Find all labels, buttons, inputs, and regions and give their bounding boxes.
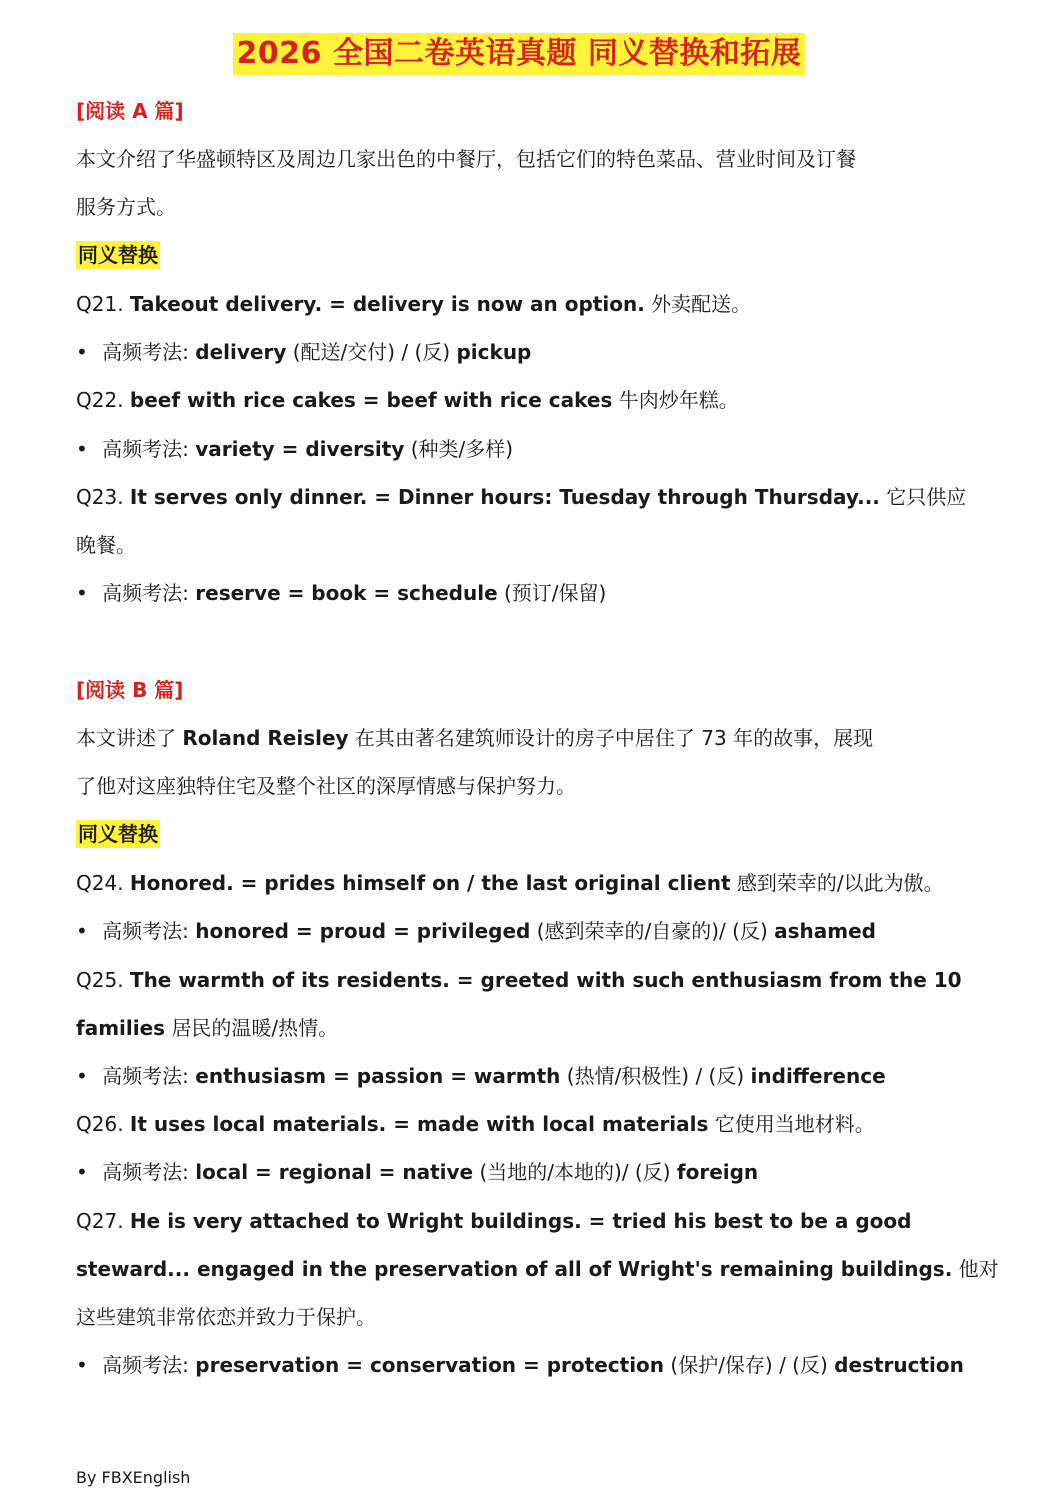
- q27-line2: [76, 1255, 999, 1283]
- q23-line2: 晚餐。: [76, 533, 136, 557]
- q22-tip: [76, 435, 936, 463]
- q27-chinese: 他对: [958, 1257, 999, 1281]
- section-a-synonym-label-row: [76, 241, 936, 269]
- tip-prefix: 高频考法:: [102, 581, 189, 605]
- q23-number: Q23.: [76, 485, 124, 509]
- tip-text: (预订/保留): [504, 581, 607, 605]
- q22-line: [76, 386, 936, 414]
- footer-credit: By FBXEnglish: [76, 1468, 191, 1487]
- q25-english: The warmth of its residents. = greeted with such enthusiasm from the 10: [129, 968, 962, 992]
- q25-line: [76, 966, 962, 994]
- q26-tip: [76, 1158, 936, 1186]
- q25-line2: [76, 1014, 936, 1042]
- q22-number: Q22.: [76, 388, 124, 412]
- title-container: [0, 33, 1038, 75]
- tip-keyword: reserve = book = schedule: [195, 581, 498, 605]
- summary-text-a: 本文讲述了: [76, 726, 176, 750]
- bullet: •: [76, 1160, 88, 1184]
- summary-text-c: 在其由著名建筑师设计的房子中居住了 73 年的故事，展现: [354, 726, 874, 750]
- q25-chinese: 居民的温暖/热情。: [171, 1016, 339, 1040]
- q21-line: [76, 290, 936, 318]
- section-b-summary-line1: [76, 724, 936, 752]
- page-title: 2026 全国二卷英语真题 同义替换和拓展: [233, 33, 806, 75]
- q24-english: Honored. = prides himself on / the last original client: [129, 871, 731, 895]
- tip-keyword: local = regional = native: [195, 1160, 474, 1184]
- q27-line: [76, 1207, 936, 1235]
- tip-prefix: 高频考法:: [102, 1064, 189, 1088]
- tip-text: (种类/多样): [410, 437, 514, 461]
- tip-keyword: honored = proud = privileged: [195, 919, 531, 943]
- q21-chinese: 外卖配送。: [651, 292, 752, 316]
- tip-antonym: pickup: [456, 340, 532, 364]
- tip-text: (当地的/本地的)/ (反): [479, 1160, 671, 1184]
- q23-tip: [76, 579, 936, 607]
- tip-keyword: delivery: [195, 340, 287, 364]
- q26-english: It uses local materials. = made with local materials: [129, 1112, 709, 1136]
- bullet: •: [76, 340, 88, 364]
- q26-line: [76, 1110, 936, 1138]
- bullet: •: [76, 437, 88, 461]
- bullet: •: [76, 919, 88, 943]
- q25-number: Q25.: [76, 968, 124, 992]
- tip-antonym: ashamed: [774, 919, 876, 943]
- synonym-label: 同义替换: [78, 243, 158, 267]
- q24-number: Q24.: [76, 871, 124, 895]
- section-a-summary-line2: 服务方式。: [76, 195, 176, 219]
- q25-tip: [76, 1062, 936, 1090]
- tip-text: (配送/交付) / (反): [292, 340, 451, 364]
- q24-chinese: 感到荣幸的/以此为傲。: [736, 871, 944, 895]
- tip-prefix: 高频考法:: [102, 1160, 189, 1184]
- tip-antonym: foreign: [676, 1160, 759, 1184]
- section-b-synonym-label-row: [76, 820, 936, 848]
- q27-number: Q27.: [76, 1209, 124, 1233]
- tip-prefix: 高频考法:: [102, 919, 189, 943]
- tip-antonym: indifference: [750, 1064, 886, 1088]
- q23-line: [76, 483, 967, 511]
- section-a-summary-line1: 本文介绍了华盛顿特区及周边几家出色的中餐厅，包括它们的特色菜品、营业时间及订餐: [76, 147, 856, 171]
- tip-text: (保护/保存) / (反): [670, 1353, 828, 1377]
- q25-english-cont: families: [76, 1016, 166, 1040]
- tip-antonym: destruction: [834, 1353, 964, 1377]
- q22-english: beef with rice cakes = beef with rice cakes: [129, 388, 613, 412]
- q21-tip: [76, 338, 936, 366]
- bullet: •: [76, 1353, 88, 1377]
- bullet: •: [76, 581, 88, 605]
- section-b-heading: [阅读 B 篇]: [76, 678, 184, 702]
- synonym-label: 同义替换: [78, 822, 158, 846]
- tip-text: (感到荣幸的/自豪的)/ (反): [536, 919, 768, 943]
- tip-keyword: preservation = conservation = protection: [195, 1353, 665, 1377]
- q26-number: Q26.: [76, 1112, 124, 1136]
- bullet: •: [76, 1064, 88, 1088]
- q23-english: It serves only dinner. = Dinner hours: Tuesday through Thursday...: [129, 485, 880, 509]
- q24-tip: [76, 917, 936, 945]
- tip-prefix: 高频考法:: [102, 1353, 189, 1377]
- q27-english-cont: steward... engaged in the preservation of all of Wright's remaining buildings.: [76, 1257, 953, 1281]
- section-b-summary-line2: 了他对这座独特住宅及整个社区的深厚情感与保护努力。: [76, 774, 576, 798]
- q21-english: Takeout delivery. = delivery is now an option.: [129, 292, 645, 316]
- tip-prefix: 高频考法:: [102, 340, 189, 364]
- q26-chinese: 它使用当地材料。: [714, 1112, 875, 1136]
- tip-prefix: 高频考法:: [102, 437, 189, 461]
- q22-chinese: 牛肉炒年糕。: [618, 388, 739, 412]
- summary-name: Roland Reisley: [182, 726, 349, 750]
- section-a-heading: [阅读 A 篇]: [76, 99, 184, 123]
- tip-keyword: enthusiasm = passion = warmth: [195, 1064, 561, 1088]
- q24-line: [76, 869, 944, 897]
- q27-line3: 这些建筑非常依恋并致力于保护。: [76, 1305, 376, 1329]
- q21-number: Q21.: [76, 292, 124, 316]
- tip-keyword: variety = diversity: [195, 437, 405, 461]
- tip-text: (热情/积极性) / (反): [566, 1064, 745, 1088]
- q23-chinese: 它只供应: [886, 485, 967, 509]
- q27-english: He is very attached to Wright buildings. = tried his best to be a good: [129, 1209, 912, 1233]
- q27-tip: [76, 1351, 964, 1379]
